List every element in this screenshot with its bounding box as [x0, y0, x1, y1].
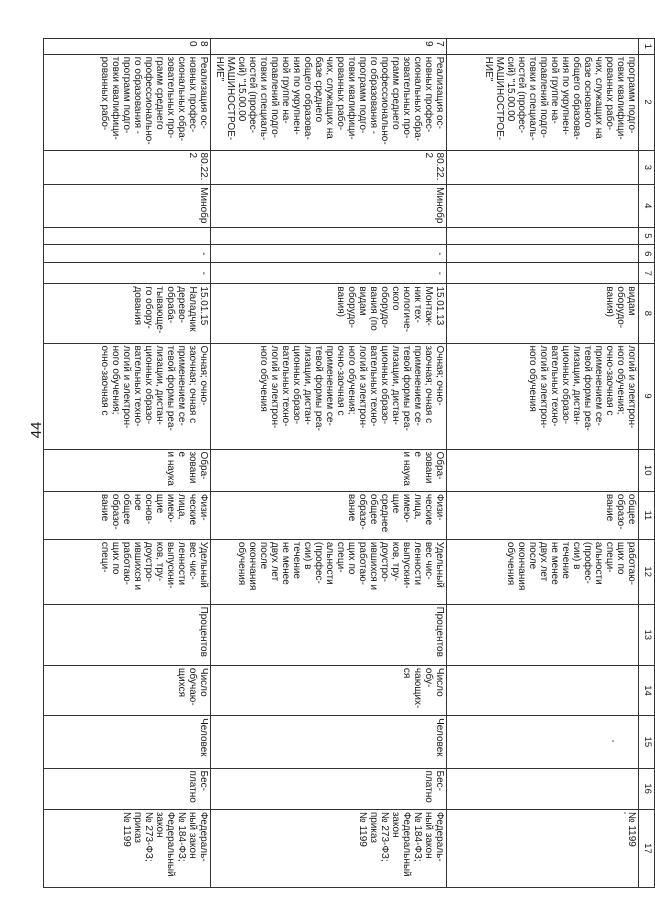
cell-quality-indicator: работаю- щих по специ- альности (профес- сии) в течение не менее двух лет после окончания обучения [447, 539, 639, 604]
cell-service-name: Реализация ос- новных профес- сиональных обра- зовательных про- грамм среднего профессионально- го образования - программ подго- товки квалифици- рованных рабо- [44, 54, 211, 150]
page-number: 44 [28, 421, 45, 439]
header-cell: 14 [639, 665, 655, 715]
header-cell: 8 [639, 284, 655, 343]
cell-specialty: 15.01.13 Монтаж- ник тех- нологиче- ского оборудо- вания (по видам оборудо- вания) [211, 284, 447, 343]
cell-volume-indicator: Число обучаю- щихся [44, 665, 211, 715]
header-cell: 15 [639, 716, 655, 768]
header-cell: 5 [639, 227, 655, 245]
header-cell: 12 [639, 539, 655, 604]
header-cell: 17 [639, 809, 655, 887]
cell-sphere [447, 449, 639, 491]
cell-col5 [211, 227, 447, 245]
cell-sphere: Обра- зование и наука [44, 449, 211, 491]
cell-service-name: программ подго- товки квалифици- рованных рабо- чих, служащих на базе основного общего образова- ния по укрупнен- ной группе на- правлений подго- товки и специаль- ностей (профес- сий) "15.00.00 МАШИНОСТРОЕ- НИЕ" [447, 54, 639, 150]
header-row [639, 39, 655, 888]
cell-col7 [447, 263, 639, 284]
cell-consumers: общее образо- вание [447, 491, 639, 539]
cell-col5 [44, 227, 211, 245]
scan-speck [612, 740, 614, 742]
header-cell: 13 [639, 604, 655, 665]
cell-okved [447, 150, 639, 185]
cell-legal-basis: Федераль- ный закон № 184-ФЗ; Федеральный закон № 273-ФЗ; приказ № 1199 [44, 809, 211, 887]
cell-consumers: Физи- ческие лица, имею- щие среднее общее образо- вание [211, 491, 447, 539]
cell-payment: Бес- платно [211, 768, 447, 809]
table-row-79 [211, 39, 447, 888]
cell-col6: - [211, 245, 447, 263]
cell-col5 [447, 227, 639, 245]
cell-volume-unit: Человек [44, 716, 211, 768]
header-cell: 16 [639, 768, 655, 809]
cell-volume-indicator [447, 665, 639, 715]
cell-authority: Минобр [211, 185, 447, 227]
cell-volume-indicator: Число обу- чающих- ся [211, 665, 447, 715]
cell-payment [447, 768, 639, 809]
cell-form: Очная; очно- заочная; очная с применением се- тевой формы реа- лизации, дистан- ционных образо- вательных техно- логий и электрон- ного обучения; очно-заочная с применением се- тевой формы реа- лизации, дистан- ционных образо- вательных техно- логий и электрон- ного обучения [211, 343, 447, 449]
cell-number [447, 39, 639, 55]
rotated-table-sheet [47, 38, 655, 888]
cell-quality-indicator: Удельный вес чис- ленности выпускни- ков, тру- доустро- ившихся и работаю- щих по специ- [44, 539, 211, 604]
cell-payment: Бес- платно [44, 768, 211, 809]
header-cell: 1 [639, 39, 655, 55]
cell-legal-basis: Федераль- ный закон № 184-ФЗ; Федеральный закон № 273-ФЗ; приказ № 1199 [211, 809, 447, 887]
header-cell: 9 [639, 343, 655, 449]
cell-unit: Процентов [211, 604, 447, 665]
cell-legal-basis: № 1199 [447, 809, 639, 887]
cell-volume-unit [447, 716, 639, 768]
cell-quality-indicator: Удельный вес чис- ленности выпускни- ков, тру- доустро- ившихся и работаю- щих по специ- альности (профес- сии) в течение не менее двух лет после окончания обучения [211, 539, 447, 604]
header-cell: 11 [639, 491, 655, 539]
cell-sphere: Обра- зование и наука [211, 449, 447, 491]
cell-specialty: 15.01.15 Наладчик дерево- обраба- тывающе- го обору- дования [44, 284, 211, 343]
cell-col6 [447, 245, 639, 263]
cell-unit: Процентов [44, 604, 211, 665]
cell-form: Очная; очно- заочная; очная с применением се- тевой формы реа- лизации, дистан- ционных образо- вательных техно- логий и электрон- ного обучения; очно-заочная с [44, 343, 211, 449]
cell-specialty: видам оборудо- вания) [447, 284, 639, 343]
cell-service-name: Реализация ос- новных профес- сиональных обра- зовательных про- грамм среднего профессионально- го образования - программ подго- товки квалифици- рованных рабо- чих, служащих на базе среднего общего образова- ния по укрупнен- ной группе на- правлений подго- товки и специаль- ностей (профес- сий) "15.00.00 МАШИНОСТРОЕ- НИЕ" [211, 54, 447, 150]
header-cell: 4 [639, 185, 655, 227]
header-cell: 7 [639, 263, 655, 284]
cell-authority: Минобр [44, 185, 211, 227]
cell-consumers: Физи- ческие лица, имею- щие основ- ное общее образо- вание [44, 491, 211, 539]
cell-authority [447, 185, 639, 227]
cell-col7: - [44, 263, 211, 284]
cell-form: логий и электрон- ного обучения; очно-заочная с применением се- тевой формы реа- лизации, дистан- ционных образо- вательных техно- логий и электрон- ного обучения [447, 343, 639, 449]
services-table [43, 38, 655, 888]
cell-number: 79 [211, 39, 447, 55]
header-cell: 3 [639, 150, 655, 185]
cell-col7: - [211, 263, 447, 284]
scan-speck [624, 812, 626, 814]
cell-number: 80 [44, 39, 211, 55]
table-row-80 [44, 39, 211, 888]
cell-okved: 80.22.2 [44, 150, 211, 185]
table-row-continuation [447, 39, 639, 888]
cell-volume-unit: Человек [211, 716, 447, 768]
header-cell: 10 [639, 449, 655, 491]
header-cell: 2 [639, 54, 655, 150]
header-cell: 6 [639, 245, 655, 263]
cell-okved: 80.22.2 [211, 150, 447, 185]
cell-col6: - [44, 245, 211, 263]
cell-unit [447, 604, 639, 665]
